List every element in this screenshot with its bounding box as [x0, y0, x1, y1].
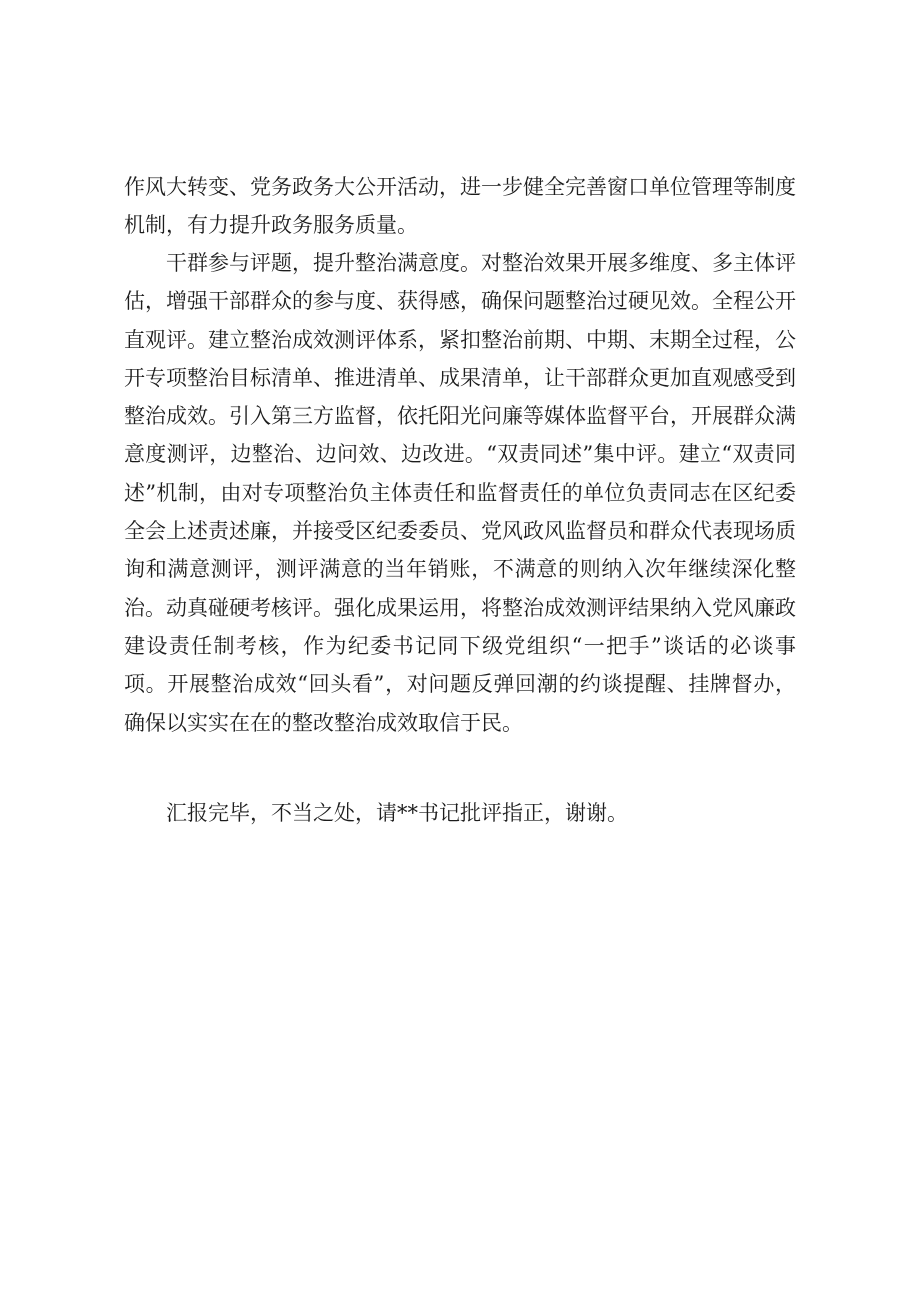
paragraph-closing: [124, 794, 796, 832]
paragraph-1-text: 作风大转变、党务政务大公开活动，进一步健全完善窗口单位管理等制度机制，有力提升政务服务质量。: [124, 175, 796, 238]
paragraph-evaluation: [124, 244, 796, 742]
paragraph-continuation: [124, 168, 796, 245]
paragraph-3-text: 汇报完毕，不当之处，请**书记批评指正，谢谢。: [166, 801, 628, 825]
paragraph-2-text: 干群参与评题，提升整治满意度。对整治效果开展多维度、多主体评估，增强干部群众的参与度、获得感，确保问题整治过硬见效。全程公开直观评。建立整治成效测评体系，紧扣整治前期、中期、末期全过程，公开专项整治目标清单、推进清单、成果清单，让干部群众更加直观感受到整治成效。引入第三方监督，依托阳光问廉等媒体监督平台，开展群众满意度测评，边整治、边问效、边改进。“双责同述”集中评。建立“双责同述”机制，由对专项整治负主体责任和监督责任的单位负责同志在区纪委全会上述责述廉，并接受区纪委委员、党风政风监督员和群众代表现场质询和满意测评，测评满意的当年销账，不满意的则纳入次年继续深化整治。动真碰硬考核评。强化成果运用，将整治成效测评结果纳入党风廉政建设责任制考核，作为纪委书记同下级党组织“一把手”谈话的必谈事项。开展整治成效“回头看”，对问题反弹回潮的约谈提醒、挂牌督办，确保以实实在在的整改整治成效取信于民。: [124, 251, 796, 735]
